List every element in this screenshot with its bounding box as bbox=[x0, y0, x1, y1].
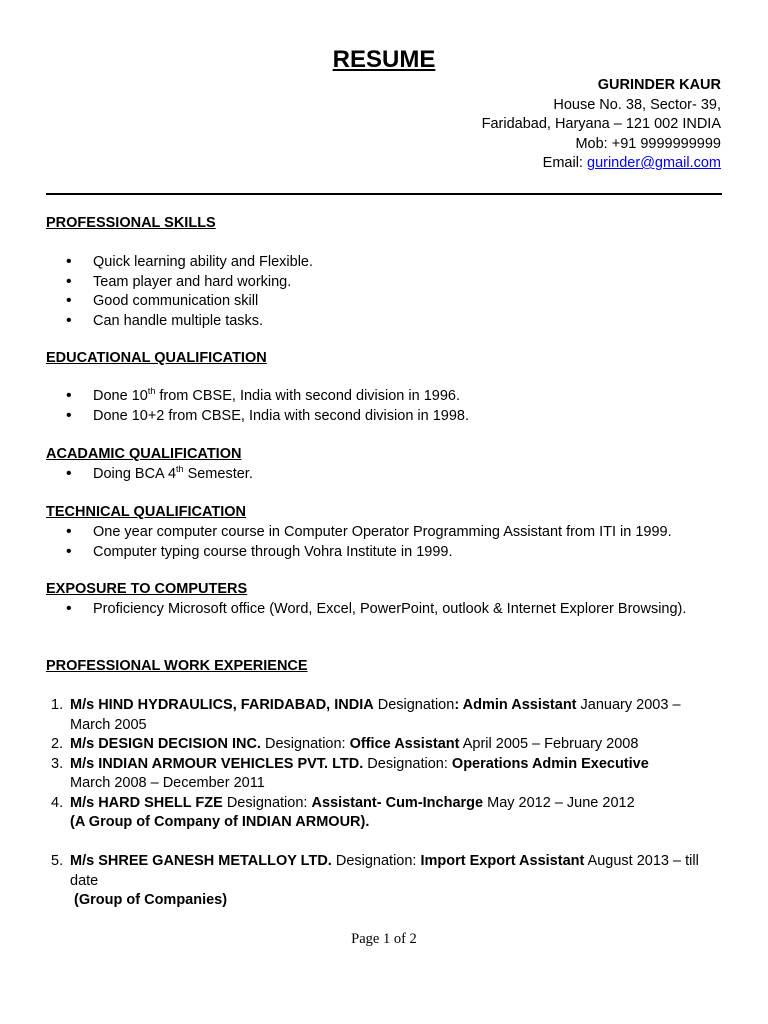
list-item: • Can handle multiple tasks. bbox=[46, 312, 722, 332]
list-item bbox=[46, 465, 722, 485]
contact-name: GURINDER KAUR bbox=[597, 77, 721, 93]
designation-label: Designation: bbox=[222, 794, 312, 811]
academic-qualification-list bbox=[46, 465, 722, 485]
exposure-to-computers-list bbox=[46, 600, 722, 620]
academic-qualification-heading: ACADAMIC QUALIFICATION bbox=[46, 446, 242, 462]
ordinal-suffix: th bbox=[176, 464, 184, 474]
designation-label: Designation bbox=[373, 697, 455, 713]
list-item: • Team player and hard working. bbox=[46, 273, 722, 293]
exposure-to-computers-heading: EXPOSURE TO COMPUTERS bbox=[46, 581, 248, 597]
job-role: Admin Assistant bbox=[459, 697, 577, 713]
company-name: M/s HARD SHELL FZE bbox=[70, 794, 223, 811]
email-link[interactable]: gurinder@gmail.com bbox=[587, 155, 721, 171]
list-item: • Good communication skill bbox=[46, 292, 722, 312]
designation-label: Designation: bbox=[363, 755, 452, 772]
work-experience-list bbox=[46, 696, 722, 911]
item-text: Done 10 bbox=[93, 388, 148, 404]
job-role: Operations Admin Executive bbox=[451, 755, 649, 772]
page-number: Page 1 of 2 bbox=[351, 931, 417, 947]
company-name: M/s SHREE GANESH METALLOY LTD. bbox=[70, 853, 332, 869]
job-dates: May 2012 – June 2012 bbox=[483, 794, 635, 811]
job-entry bbox=[46, 852, 722, 911]
job-dates: April 2005 – February 2008 bbox=[459, 736, 639, 752]
work-experience-heading: PROFESSIONAL WORK EXPERIENCE bbox=[46, 658, 308, 674]
item-text: Doing BCA 4 bbox=[93, 466, 177, 482]
company-group-note: (A Group of Company of INDIAN ARMOUR). bbox=[70, 814, 370, 830]
contact-block bbox=[482, 76, 721, 174]
job-dates: August 2013 – till date bbox=[70, 853, 699, 889]
job-role: Office Assistant bbox=[349, 736, 460, 752]
educational-qualification-list bbox=[46, 387, 722, 426]
company-name: M/s INDIAN ARMOUR VEHICLES PVT. LTD. bbox=[70, 755, 364, 772]
job-entry bbox=[46, 794, 722, 833]
list-item bbox=[46, 387, 722, 407]
list-item: • Computer typing course through Vohra Institute in 1999. bbox=[46, 543, 722, 563]
email-line bbox=[482, 154, 721, 174]
company-group-note: (Group of Companies) bbox=[70, 892, 228, 908]
designation-label: Designation: bbox=[331, 853, 421, 869]
email-label: Email: bbox=[542, 155, 587, 171]
job-number: 1. bbox=[51, 697, 64, 713]
designation-colon: : bbox=[454, 697, 460, 713]
job-role: Assistant- Cum-Incharge bbox=[311, 794, 484, 811]
item-text: from CBSE, India with second division in 1996. bbox=[155, 388, 460, 404]
job-entry bbox=[46, 735, 722, 755]
job-number: 3. bbox=[51, 755, 64, 772]
list-item: • Quick learning ability and Flexible. bbox=[46, 253, 722, 273]
mobile-number: Mob: +91 9999999999 bbox=[575, 135, 721, 152]
company-name: M/s HIND HYDRAULICS, FARIDABAD, INDIA bbox=[70, 697, 374, 713]
ordinal-suffix: th bbox=[147, 386, 156, 396]
address-line-2: Faridabad, Haryana – 121 002 INDIA bbox=[481, 116, 721, 132]
job-number: 4. bbox=[51, 794, 64, 811]
list-item: • Done 10+2 from CBSE, India with second division in 1998. bbox=[46, 407, 722, 427]
educational-qualification-heading: EDUCATIONAL QUALIFICATION bbox=[46, 350, 267, 366]
address-line-1: House No. 38, Sector- 39, bbox=[553, 96, 721, 113]
job-entry bbox=[46, 696, 722, 735]
job-dates: March 2008 – December 2011 bbox=[70, 775, 265, 791]
job-number: 5. bbox=[51, 853, 64, 869]
job-number: 2. bbox=[51, 736, 64, 752]
header-divider bbox=[46, 193, 722, 195]
item-text: Semester. bbox=[183, 466, 253, 482]
job-dates: January 2003 – March 2005 bbox=[70, 697, 681, 733]
list-item: • One year computer course in Computer Operator Programming Assistant from ITI in 1999. bbox=[46, 523, 722, 543]
list-item: • Proficiency Microsoft office (Word, Excel, PowerPoint, outlook & Internet Explorer Browsing). bbox=[46, 600, 722, 620]
designation-label: Designation: bbox=[260, 736, 350, 752]
job-role: Import Export Assistant bbox=[420, 853, 585, 869]
professional-skills-list bbox=[46, 253, 722, 331]
job-entry bbox=[46, 755, 722, 794]
professional-skills-heading: PROFESSIONAL SKILLS bbox=[46, 215, 216, 231]
company-name: M/s DESIGN DECISION INC. bbox=[70, 736, 261, 752]
technical-qualification-heading: TECHNICAL QUALIFICATION bbox=[46, 504, 247, 520]
resume-title: RESUME bbox=[332, 46, 436, 73]
technical-qualification-list bbox=[46, 523, 722, 562]
